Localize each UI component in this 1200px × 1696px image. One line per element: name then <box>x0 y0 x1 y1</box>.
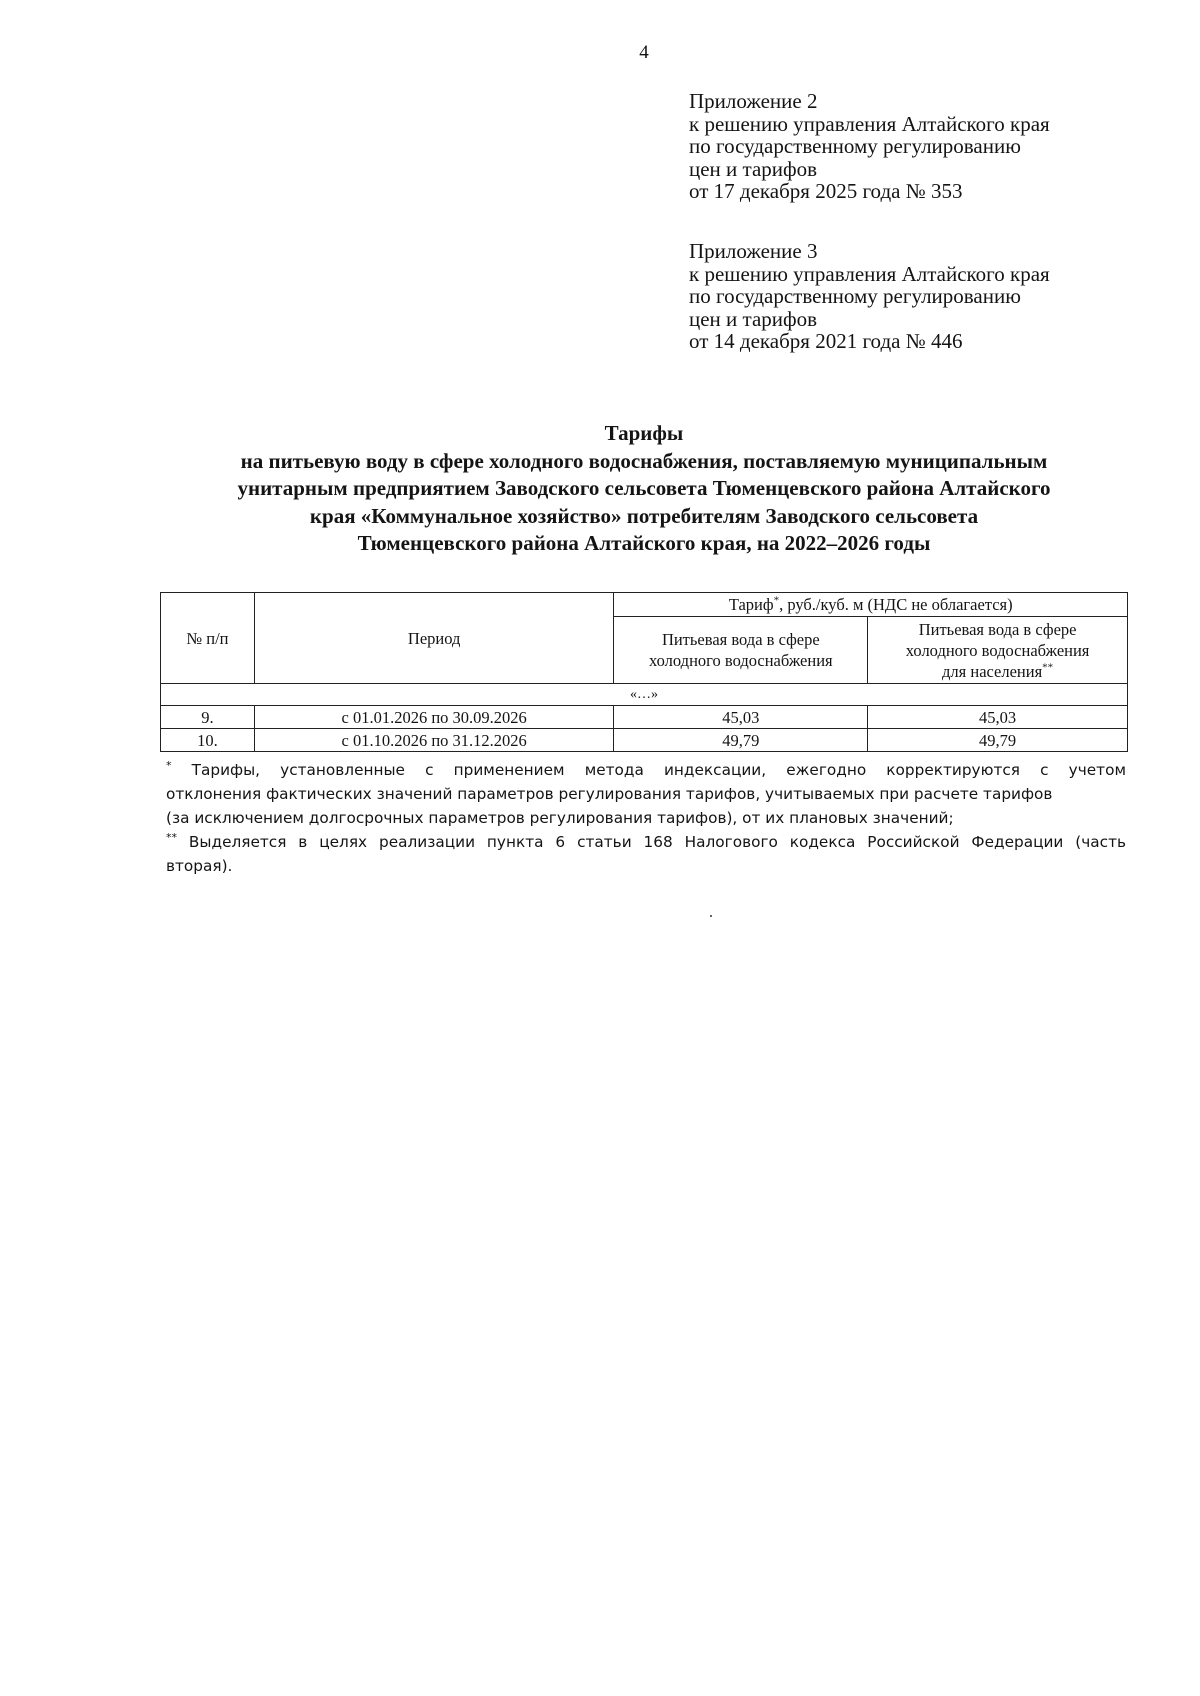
appendix-2-line: к решению управления Алтайского края <box>689 111 1050 136</box>
scan-speck <box>710 915 712 917</box>
row-tariff-population: 45,03 <box>868 706 1128 729</box>
footnote-2-mark: ** <box>166 830 177 844</box>
header-tariff-unit: , руб./куб. м (НДС не облагается) <box>779 595 1013 614</box>
appendix-3-line: по государственному регулированию <box>689 284 1021 308</box>
row-tariff: 49,79 <box>614 729 868 752</box>
table-header-row <box>161 593 1128 617</box>
header-text: Питьевая вода в сфере <box>918 619 1077 639</box>
row-number: 10. <box>161 729 255 752</box>
footnote-1-line: (за исключением долгосрочных параметров регулирования тарифов), от их плановых значений; <box>166 809 954 827</box>
ellipsis-cell: «…» <box>161 684 1128 706</box>
footnote-2-line <box>166 830 1126 854</box>
footnote-2-line: вторая). <box>166 857 233 875</box>
appendix-3-date: от 14 декабря 2021 года № 446 <box>689 329 963 353</box>
footnote-ref: * <box>773 594 780 607</box>
tariff-table <box>160 592 1128 752</box>
row-period: с 01.10.2026 по 31.12.2026 <box>254 729 614 752</box>
footnote-ref: ** <box>1042 661 1054 673</box>
footnote-1-mark: * <box>166 758 172 772</box>
header-number: № п/п <box>161 593 255 684</box>
appendix-2-title: Приложение 2 <box>689 89 818 113</box>
footnote-text: Тарифы, установленные с применением метода индексации, ежегодно корректируются с учетом <box>191 761 1126 779</box>
appendix-2-date: от 17 декабря 2025 года № 353 <box>689 179 963 203</box>
table-row <box>161 706 1128 729</box>
header-text: холодного водоснабжения <box>649 651 833 670</box>
appendix-3-line: к решению управления Алтайского края <box>689 261 1050 286</box>
header-text <box>872 661 1123 682</box>
footnote-1-line <box>166 758 1126 782</box>
header-text-part: для населения <box>942 661 1043 681</box>
table-ellipsis-row <box>161 684 1128 706</box>
header-tariff-population <box>868 617 1128 684</box>
header-text: холодного водоснабжения <box>905 640 1090 660</box>
appendix-2-line: по государственному регулированию <box>689 134 1021 158</box>
appendix-3-line: цен и тарифов <box>689 306 818 331</box>
footnote-1-line: отклонения фактических значений параметров регулирования тарифов, учитываемых при расчете тарифов <box>166 785 1053 803</box>
document-title <box>160 420 1128 558</box>
footnotes <box>166 758 1126 878</box>
title-line: края «Коммунальное хозяйство» потребителям Заводского сельсовета <box>309 503 979 528</box>
row-number: 9. <box>161 706 255 729</box>
page-number: 4 <box>639 42 649 63</box>
title-line: Тюменцевского района Алтайского края, на 2022–2026 годы <box>357 531 931 555</box>
row-period: с 01.01.2026 по 30.09.2026 <box>254 706 614 729</box>
appendix-2-header <box>689 90 1050 203</box>
header-text: Питьевая вода в сфере <box>661 630 820 649</box>
table-row <box>161 729 1128 752</box>
appendix-3-header <box>689 240 1050 353</box>
row-tariff-population: 49,79 <box>868 729 1128 752</box>
header-tariff-label: Тариф <box>728 595 774 614</box>
appendix-3-title: Приложение 3 <box>689 239 818 263</box>
title-line: унитарным предприятием Заводского сельсовета Тюменцевского района Алтайского <box>237 476 1051 500</box>
header-period: Период <box>254 593 614 684</box>
row-tariff: 45,03 <box>614 706 868 729</box>
title-line: на питьевую воду в сфере холодного водоснабжения, поставляемую муниципальным <box>240 448 1048 473</box>
appendix-2-line: цен и тарифов <box>689 156 818 181</box>
footnote-text: Выделяется в целях реализации пункта 6 статьи 168 Налогового кодекса Российской Федерации (часть <box>188 833 1126 851</box>
header-tariff-general <box>614 617 868 684</box>
title-heading: Тарифы <box>604 421 684 445</box>
header-tariff-group <box>614 593 1128 617</box>
